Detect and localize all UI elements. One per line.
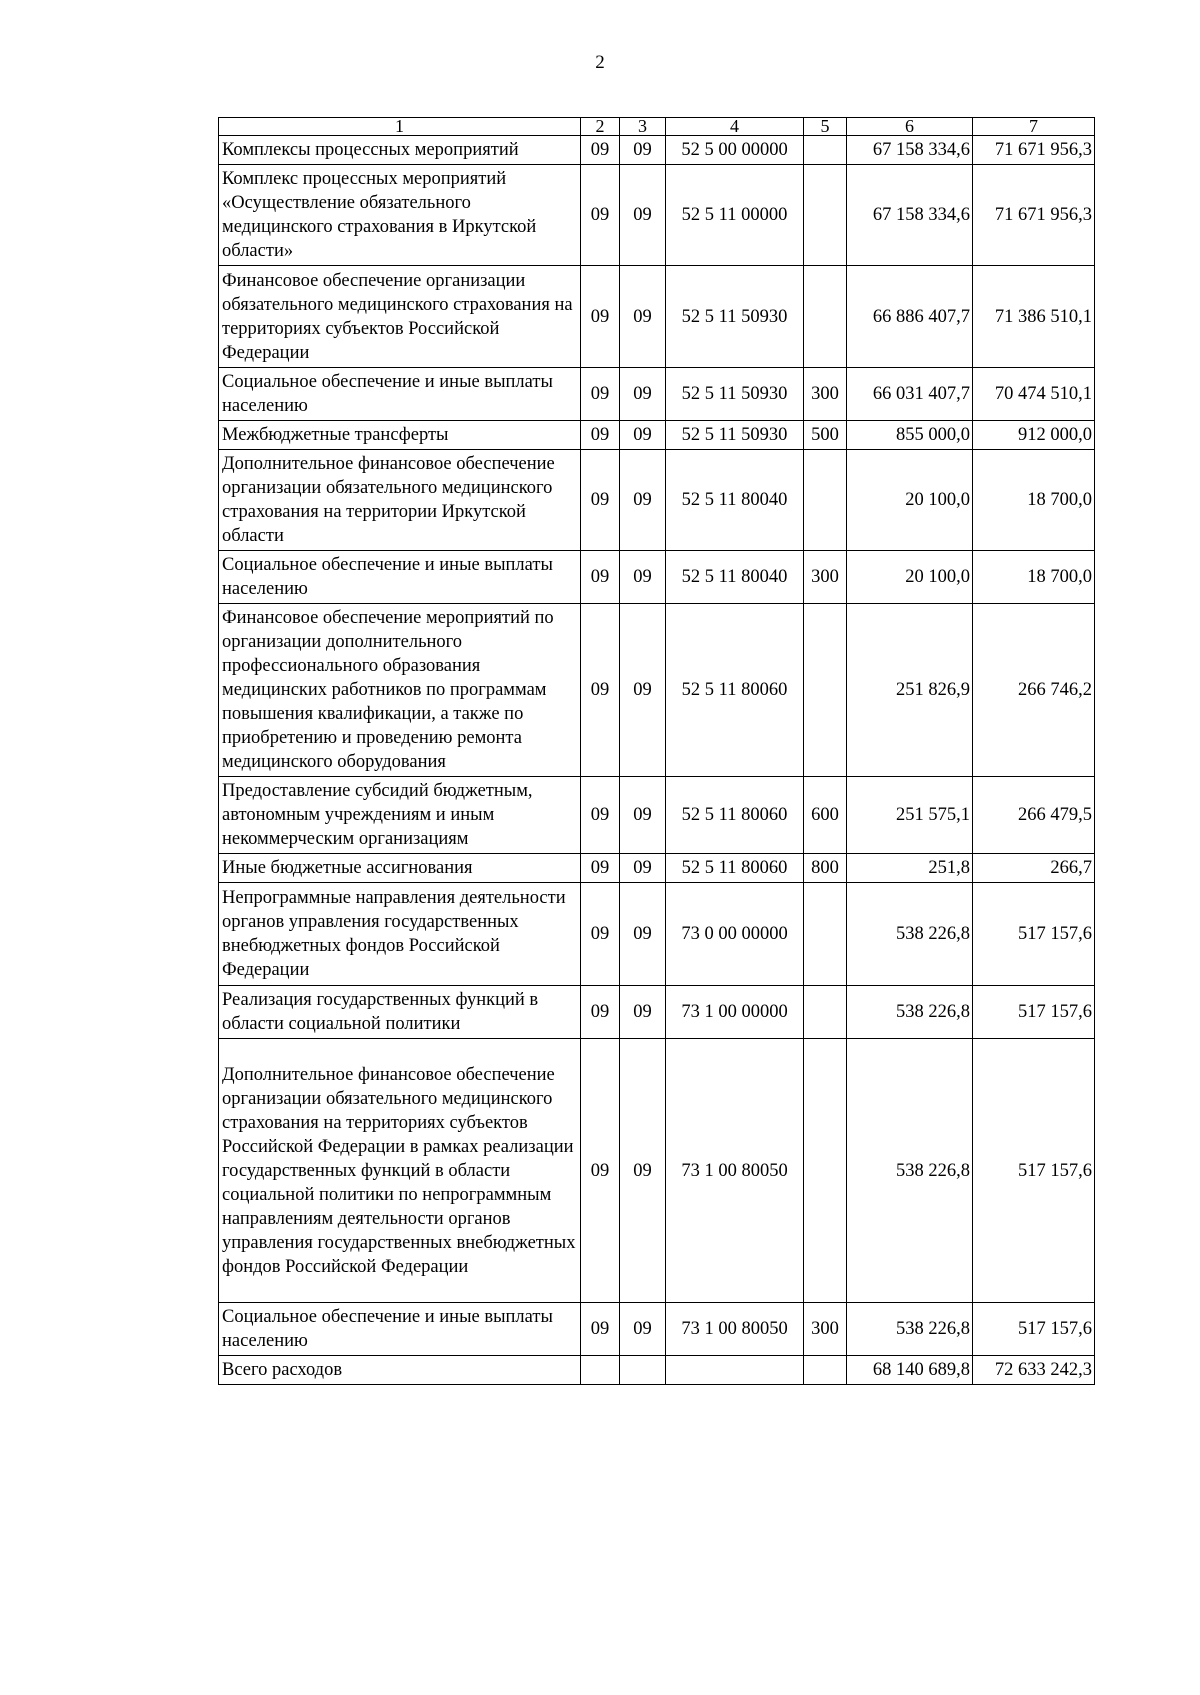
- section-code-cell: 09: [581, 165, 620, 266]
- header-col-5: 5: [804, 118, 847, 136]
- table-row: [219, 854, 1095, 883]
- row-name-cell: Иные бюджетные ассигнования: [219, 854, 581, 883]
- row-name-cell: Дополнительное финансовое обеспечение организации обязательного медицинского страхования на территории Иркутской области: [219, 450, 581, 551]
- section-code-cell: 09: [581, 883, 620, 986]
- amount-year-1-cell: 251,8: [847, 854, 973, 883]
- target-code-cell: 52 5 11 80040: [666, 450, 804, 551]
- amount-year-2-cell: 70 474 510,1: [973, 368, 1095, 421]
- subsection-code-cell: 09: [620, 421, 666, 450]
- amount-year-1-cell: 20 100,0: [847, 450, 973, 551]
- budget-table: [218, 117, 1095, 1385]
- section-code-cell: 09: [581, 551, 620, 604]
- table-row: [219, 986, 1095, 1039]
- row-name-cell: Непрограммные направления деятельности органов управления государственных внебюджетных фондов Российской Федерации: [219, 883, 581, 986]
- expense-type-cell: [804, 266, 847, 368]
- page-number: 2: [595, 52, 605, 73]
- amount-year-1-cell: 68 140 689,8: [847, 1356, 973, 1385]
- table-row: [219, 136, 1095, 165]
- section-code-cell: 09: [581, 1303, 620, 1356]
- row-name-cell: Реализация государственных функций в области социальной политики: [219, 986, 581, 1039]
- total-row: [219, 1356, 1095, 1385]
- amount-year-1-cell: 66 031 407,7: [847, 368, 973, 421]
- target-code-cell: 52 5 11 80060: [666, 777, 804, 854]
- section-code-cell: 09: [581, 986, 620, 1039]
- expense-type-cell: [804, 1039, 847, 1303]
- amount-year-1-cell: 538 226,8: [847, 1039, 973, 1303]
- table-body: [219, 136, 1095, 1385]
- header-row: [219, 118, 1095, 136]
- table-row: [219, 368, 1095, 421]
- subsection-code-cell: 09: [620, 883, 666, 986]
- target-code-cell: 73 1 00 80050: [666, 1303, 804, 1356]
- row-name-cell: Дополнительное финансовое обеспечение организации обязательного медицинского страхования на территориях субъектов Российской Федерации в рамках реализации государственных функций в области социальной политики по непрограммным направлениям деятельности органов управления государственных внебюджетных фондов Российской Федерации: [219, 1039, 581, 1303]
- amount-year-1-cell: 251 826,9: [847, 604, 973, 777]
- section-code-cell: 09: [581, 450, 620, 551]
- header-col-7: 7: [973, 118, 1095, 136]
- subsection-code-cell: 09: [620, 551, 666, 604]
- subsection-code-cell: 09: [620, 368, 666, 421]
- expense-type-cell: 800: [804, 854, 847, 883]
- expense-type-cell: 300: [804, 368, 847, 421]
- subsection-code-cell: 09: [620, 986, 666, 1039]
- subsection-code-cell: 09: [620, 136, 666, 165]
- amount-year-1-cell: 538 226,8: [847, 883, 973, 986]
- table-row: [219, 266, 1095, 368]
- target-code-cell: [666, 1356, 804, 1385]
- row-name-cell: Межбюджетные трансферты: [219, 421, 581, 450]
- amount-year-2-cell: 71 671 956,3: [973, 136, 1095, 165]
- header-col-1: 1: [219, 118, 581, 136]
- section-code-cell: 09: [581, 854, 620, 883]
- table-row: [219, 777, 1095, 854]
- target-code-cell: 52 5 11 80040: [666, 551, 804, 604]
- section-code-cell: [581, 1356, 620, 1385]
- subsection-code-cell: 09: [620, 604, 666, 777]
- target-code-cell: 52 5 11 50930: [666, 421, 804, 450]
- expense-type-cell: 600: [804, 777, 847, 854]
- amount-year-2-cell: 517 157,6: [973, 1303, 1095, 1356]
- row-name-cell: Социальное обеспечение и иные выплаты населению: [219, 368, 581, 421]
- row-name-cell: Социальное обеспечение и иные выплаты населению: [219, 1303, 581, 1356]
- amount-year-2-cell: 266 479,5: [973, 777, 1095, 854]
- table-header: [219, 118, 1095, 136]
- amount-year-2-cell: 71 386 510,1: [973, 266, 1095, 368]
- subsection-code-cell: 09: [620, 266, 666, 368]
- amount-year-2-cell: 18 700,0: [973, 551, 1095, 604]
- table-row: [219, 421, 1095, 450]
- table-row: [219, 551, 1095, 604]
- section-code-cell: 09: [581, 136, 620, 165]
- subsection-code-cell: 09: [620, 777, 666, 854]
- header-col-3: 3: [620, 118, 666, 136]
- amount-year-1-cell: 67 158 334,6: [847, 165, 973, 266]
- row-name-cell: Финансовое обеспечение мероприятий по организации дополнительного профессионального образования медицинских работников по программам повышения квалификации, а также по приобретению и проведению ремонта медицинского оборудования: [219, 604, 581, 777]
- expense-type-cell: 500: [804, 421, 847, 450]
- amount-year-2-cell: 517 157,6: [973, 986, 1095, 1039]
- section-code-cell: 09: [581, 1039, 620, 1303]
- row-name-cell: Финансовое обеспечение организации обязательного медицинского страхования на территориях субъектов Российской Федерации: [219, 266, 581, 368]
- target-code-cell: 52 5 11 00000: [666, 165, 804, 266]
- section-code-cell: 09: [581, 266, 620, 368]
- subsection-code-cell: [620, 1356, 666, 1385]
- amount-year-1-cell: 20 100,0: [847, 551, 973, 604]
- expense-type-cell: [804, 1356, 847, 1385]
- subsection-code-cell: 09: [620, 1039, 666, 1303]
- amount-year-1-cell: 855 000,0: [847, 421, 973, 450]
- subsection-code-cell: 09: [620, 1303, 666, 1356]
- amount-year-2-cell: 266,7: [973, 854, 1095, 883]
- section-code-cell: 09: [581, 604, 620, 777]
- target-code-cell: 73 1 00 80050: [666, 1039, 804, 1303]
- expense-type-cell: [804, 450, 847, 551]
- table-row: [219, 1039, 1095, 1303]
- section-code-cell: 09: [581, 368, 620, 421]
- subsection-code-cell: 09: [620, 165, 666, 266]
- amount-year-2-cell: 18 700,0: [973, 450, 1095, 551]
- row-name-cell: Всего расходов: [219, 1356, 581, 1385]
- expense-type-cell: [804, 165, 847, 266]
- target-code-cell: 52 5 00 00000: [666, 136, 804, 165]
- target-code-cell: 73 1 00 00000: [666, 986, 804, 1039]
- expense-type-cell: [804, 136, 847, 165]
- table-row: [219, 165, 1095, 266]
- expense-type-cell: [804, 883, 847, 986]
- row-name-cell: Предоставление субсидий бюджетным, автономным учреждениям и иным некоммерческим организациям: [219, 777, 581, 854]
- amount-year-2-cell: 266 746,2: [973, 604, 1095, 777]
- amount-year-1-cell: 538 226,8: [847, 986, 973, 1039]
- table-row: [219, 604, 1095, 777]
- amount-year-1-cell: 251 575,1: [847, 777, 973, 854]
- amount-year-2-cell: 912 000,0: [973, 421, 1095, 450]
- section-code-cell: 09: [581, 421, 620, 450]
- target-code-cell: 73 0 00 00000: [666, 883, 804, 986]
- header-col-6: 6: [847, 118, 973, 136]
- subsection-code-cell: 09: [620, 854, 666, 883]
- amount-year-2-cell: 71 671 956,3: [973, 165, 1095, 266]
- header-col-2: 2: [581, 118, 620, 136]
- amount-year-1-cell: 66 886 407,7: [847, 266, 973, 368]
- amount-year-1-cell: 538 226,8: [847, 1303, 973, 1356]
- amount-year-2-cell: 517 157,6: [973, 1039, 1095, 1303]
- header-col-4: 4: [666, 118, 804, 136]
- subsection-code-cell: 09: [620, 450, 666, 551]
- row-name-cell: Комплекс процессных мероприятий «Осуществление обязательного медицинского страхования в Иркутской области»: [219, 165, 581, 266]
- table-row: [219, 450, 1095, 551]
- expense-type-cell: 300: [804, 1303, 847, 1356]
- table-row: [219, 1303, 1095, 1356]
- target-code-cell: 52 5 11 80060: [666, 604, 804, 777]
- target-code-cell: 52 5 11 80060: [666, 854, 804, 883]
- expense-type-cell: [804, 604, 847, 777]
- target-code-cell: 52 5 11 50930: [666, 368, 804, 421]
- row-name-cell: Социальное обеспечение и иные выплаты населению: [219, 551, 581, 604]
- amount-year-2-cell: 72 633 242,3: [973, 1356, 1095, 1385]
- amount-year-1-cell: 67 158 334,6: [847, 136, 973, 165]
- expense-type-cell: 300: [804, 551, 847, 604]
- section-code-cell: 09: [581, 777, 620, 854]
- table-row: [219, 883, 1095, 986]
- amount-year-2-cell: 517 157,6: [973, 883, 1095, 986]
- target-code-cell: 52 5 11 50930: [666, 266, 804, 368]
- row-name-cell: Комплексы процессных мероприятий: [219, 136, 581, 165]
- expense-type-cell: [804, 986, 847, 1039]
